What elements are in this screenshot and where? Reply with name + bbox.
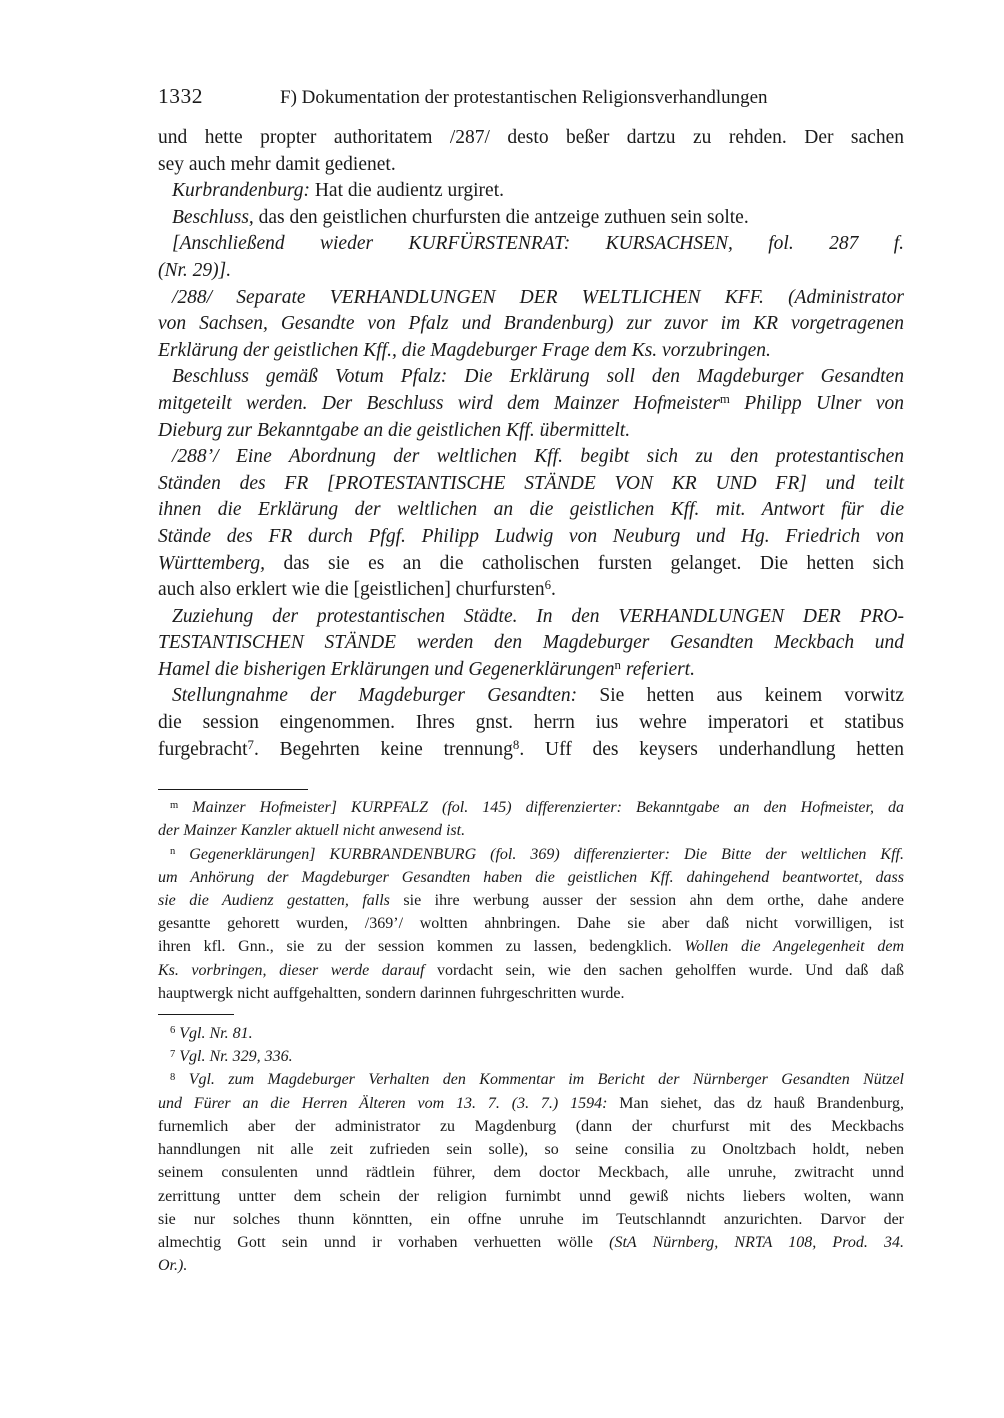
footnote-marker: n [614,658,621,673]
roman-text: die session eingenommen. Ihres gnst. herrn ius wehre imperatori et statibus [158,712,904,734]
text-line [158,1045,904,1068]
roman-text: Sie hetten aus keinem vorwitz [577,685,904,707]
running-title: F) Dokumentation der protestantischen Religionsverhandlungen [280,87,768,108]
italic-text: Ständen des FR [PROTESTANTISCHE STÄNDE VON KR UND FR] und teilt [158,472,904,494]
text-line [158,737,904,764]
italic-text: und Fürer an die Herren Älteren vom 13. 7. (3. 7.) 1594: [158,1094,608,1112]
text-line [158,1161,904,1184]
text-line [158,710,904,737]
roman-text: seinem consulenten unnd rädtlein führer, dem doctor Meckbach, alle unruhe, zwitracht unnd [158,1164,904,1182]
text-line [158,1092,904,1115]
text-line [158,338,904,365]
italic-text: /288/ Separate VERHANDLUNGEN DER WELTLICHEN KFF. (Administrator [172,286,904,308]
italic-text: Wollen die Angelegenheit dem [684,938,905,956]
text-column [158,84,904,1277]
roman-text: ihren kfl. Gnn., sie zu der session kommen zu lassen, bedengklich. [158,938,685,956]
text-line [158,657,904,684]
text-line [158,843,904,866]
italic-text: von Sachsen, Gesandte von Pfalz und Brandenburg) zur zuvor im KR vorgetragenen [158,313,904,335]
italic-text: Stellungnahme der Magdeburger Gesandten: [172,685,578,707]
text-line [158,982,904,1005]
roman-text: sie nur solches thunn könntten, ein offne unruhe im Teutschlanndt anzurichten. Darvor der [158,1210,904,1228]
number-footnote-separator-rule [158,1014,234,1015]
text-line [158,819,904,842]
italic-text: Hamel die bisherigen Erklärungen und Gegenerklärungen [158,658,615,680]
roman-text: gesantte gehorett wurden, /369’/ woltten ahnbringen. Dahe sie aber daß nicht vorwilligen, ist [158,915,904,933]
roman-text: furnemlich aber der administrator zu Magdenburg (dann der churfurst mit des Meckbachs [158,1117,904,1135]
roman-text: . Begehrten keine trennung [253,738,513,760]
italic-text: (StA Nürnberg, NRTA 108, Prod. 34. [609,1233,905,1251]
text-line [158,1115,904,1138]
italic-text: Vgl. zum Magdeburger Verhalten den Kommentar im Bericht der Nürnberger Gesandten Nützel [175,1071,904,1089]
footnote-marker: m [719,392,730,407]
roman-text: und hette propter authoritatem /287/ desto beßer dartzu zu rehden. Der sachen [158,127,904,148]
text-line [158,311,904,338]
text-line [158,630,904,657]
letter-footnote-separator-rule [158,789,308,790]
italic-text: Ks. vorbringen, dieser werde darauf [158,961,425,979]
text-line [158,796,904,819]
footnote-marker: 7 [170,1048,176,1060]
text-line [158,391,904,418]
text-line [158,866,904,889]
text-line [158,1138,904,1161]
roman-text: sey auch mehr damit gedienet. [158,153,396,175]
italic-text: /288’/ Eine Abordnung der weltlichen Kff. begibt sich zu den protestantischen [172,446,904,468]
footnote-marker: n [170,845,176,857]
page-number: 1332 [158,84,203,108]
text-line [158,178,904,205]
italic-text: Philipp Ulner von [729,392,904,414]
text-line [158,418,904,445]
italic-text: Stände des FR durch Pfgf. Philipp Ludwig von Neuburg und Hg. Friedrich von [158,525,904,547]
roman-text: das den geistlichen churfursten die antzeige zuthuen sein solte. [253,206,749,228]
italic-text: [Anschließend wieder KURFÜRSTENRAT: KURSACHSEN, fol. 287 f. [172,233,904,255]
italic-text: Beschluss, [172,206,254,228]
text-line [158,959,904,982]
footnote-marker: 7 [247,737,254,752]
letter-footnotes [158,796,904,1005]
text-line [158,231,904,258]
italic-text: ihnen die Erklärung der weltlichen an die geistlichen Kff. mit. Antwort für die [158,499,904,521]
italic-text: Mainzer Hofmeister] KURPFALZ (fol. 145) differenzierter: Bekanntgabe an den Hofmeister, da [178,799,904,817]
text-line [158,1254,904,1277]
text-line [158,258,904,285]
body-text [158,125,904,763]
text-line [158,1185,904,1208]
text-line [158,524,904,551]
roman-text: almechtig Gott sein unnd ir vorhaben verhuetten wölle [158,1233,610,1251]
text-line [158,935,904,958]
text-line [158,205,904,232]
text-line [158,1231,904,1254]
text-line [158,604,904,631]
italic-text: Or.). [158,1257,188,1275]
italic-text: Zuziehung der protestantischen Städte. In den VERHANDLUNGEN DER PRO- [172,605,904,627]
footnote-marker: 8 [170,1071,176,1083]
italic-text: mitgeteilt werden. Der Beschluss wird dem Mainzer Hofmeister [158,392,720,414]
text-line [158,1068,904,1091]
italic-text: Württemberg, [158,552,266,574]
text-line [158,577,904,604]
text-line [158,444,904,471]
text-line [158,285,904,312]
italic-text: (Nr. 29)]. [158,259,232,281]
roman-text: . Uff des keysers underhandlung hetten [519,738,904,760]
page-header [158,84,904,110]
italic-text: Erklärung der geistlichen Kff., die Magdeburger Frage dem Ks. vorzubringen. [158,339,771,361]
roman-text: sie ihre werbung ausser der session ahn dem orthe, dahe andere [389,892,905,910]
roman-text: hauptwergk nicht auffgehaltten, sondern darinnen fuhrgeschritten wurde. [158,984,625,1002]
text-line [158,912,904,935]
italic-text: Kurbrandenburg: [172,180,310,202]
italic-text: Gegenerklärungen] KURBRANDENBURG (fol. 369) differenzierter: Die Bitte der weltlichen Kff. [175,845,904,863]
text-line [158,889,904,912]
footnote-marker: 6 [544,578,552,593]
italic-text: Vgl. Nr. 329, 336. [175,1048,293,1066]
roman-text: zerrittung untter dem schein der religion furnimbt unnd gewiß nichts liebers wolten, wann [158,1187,904,1205]
roman-text: furgebracht [158,738,248,760]
text-line [158,1208,904,1231]
italic-text: Beschluss gemäß Votum Pfalz: Die Erklärung soll den Magdeburger Gesandten [172,366,904,388]
italic-text: Vgl. Nr. 81. [175,1025,253,1043]
text-line [158,125,904,152]
roman-text: Hat die audientz urgiret. [309,180,504,202]
italic-text: TESTANTISCHEN STÄNDE werden den Magdeburger Gesandten Meckbach und [158,632,904,654]
roman-text: . [551,579,556,601]
footnote-marker: 6 [170,1025,176,1037]
text-line [158,551,904,578]
italic-text: referiert. [620,658,695,680]
number-footnotes [158,1022,904,1277]
roman-text: hanndlungen nit alle zeit zufrieden sein solle), so seine consilia zu Onoltzbach holdt, neben [158,1141,904,1159]
roman-text: auch also erklert wie die [geistlichen] churfursten [158,579,545,601]
italic-text: sie die Audienz gestatten, falls [158,892,390,910]
text-line [158,1022,904,1045]
roman-text: vordacht sein, wie den sachen geholffen wurde. Und daß daß [424,961,904,979]
roman-text: das sie es an die catholischen fursten gelanget. Die hetten sich [265,552,904,574]
italic-text: der Mainzer Kanzler aktuell nicht anwesend ist. [158,822,466,840]
text-line [158,471,904,498]
italic-text: Dieburg zur Bekanntgabe an die geistlichen Kff. übermittelt. [158,419,631,441]
text-line [158,364,904,391]
italic-text: um Anhörung der Magdeburger Gesandten haben die geistlichen Kff. dahingehend beantwortet, dass [158,868,904,886]
text-line [158,497,904,524]
roman-text: Man siehet, das dz hauß Brandenburg, [607,1094,905,1112]
footnote-marker: m [170,799,179,811]
text-line [158,152,904,179]
text-line [158,683,904,710]
footnote-marker: 8 [512,737,520,752]
